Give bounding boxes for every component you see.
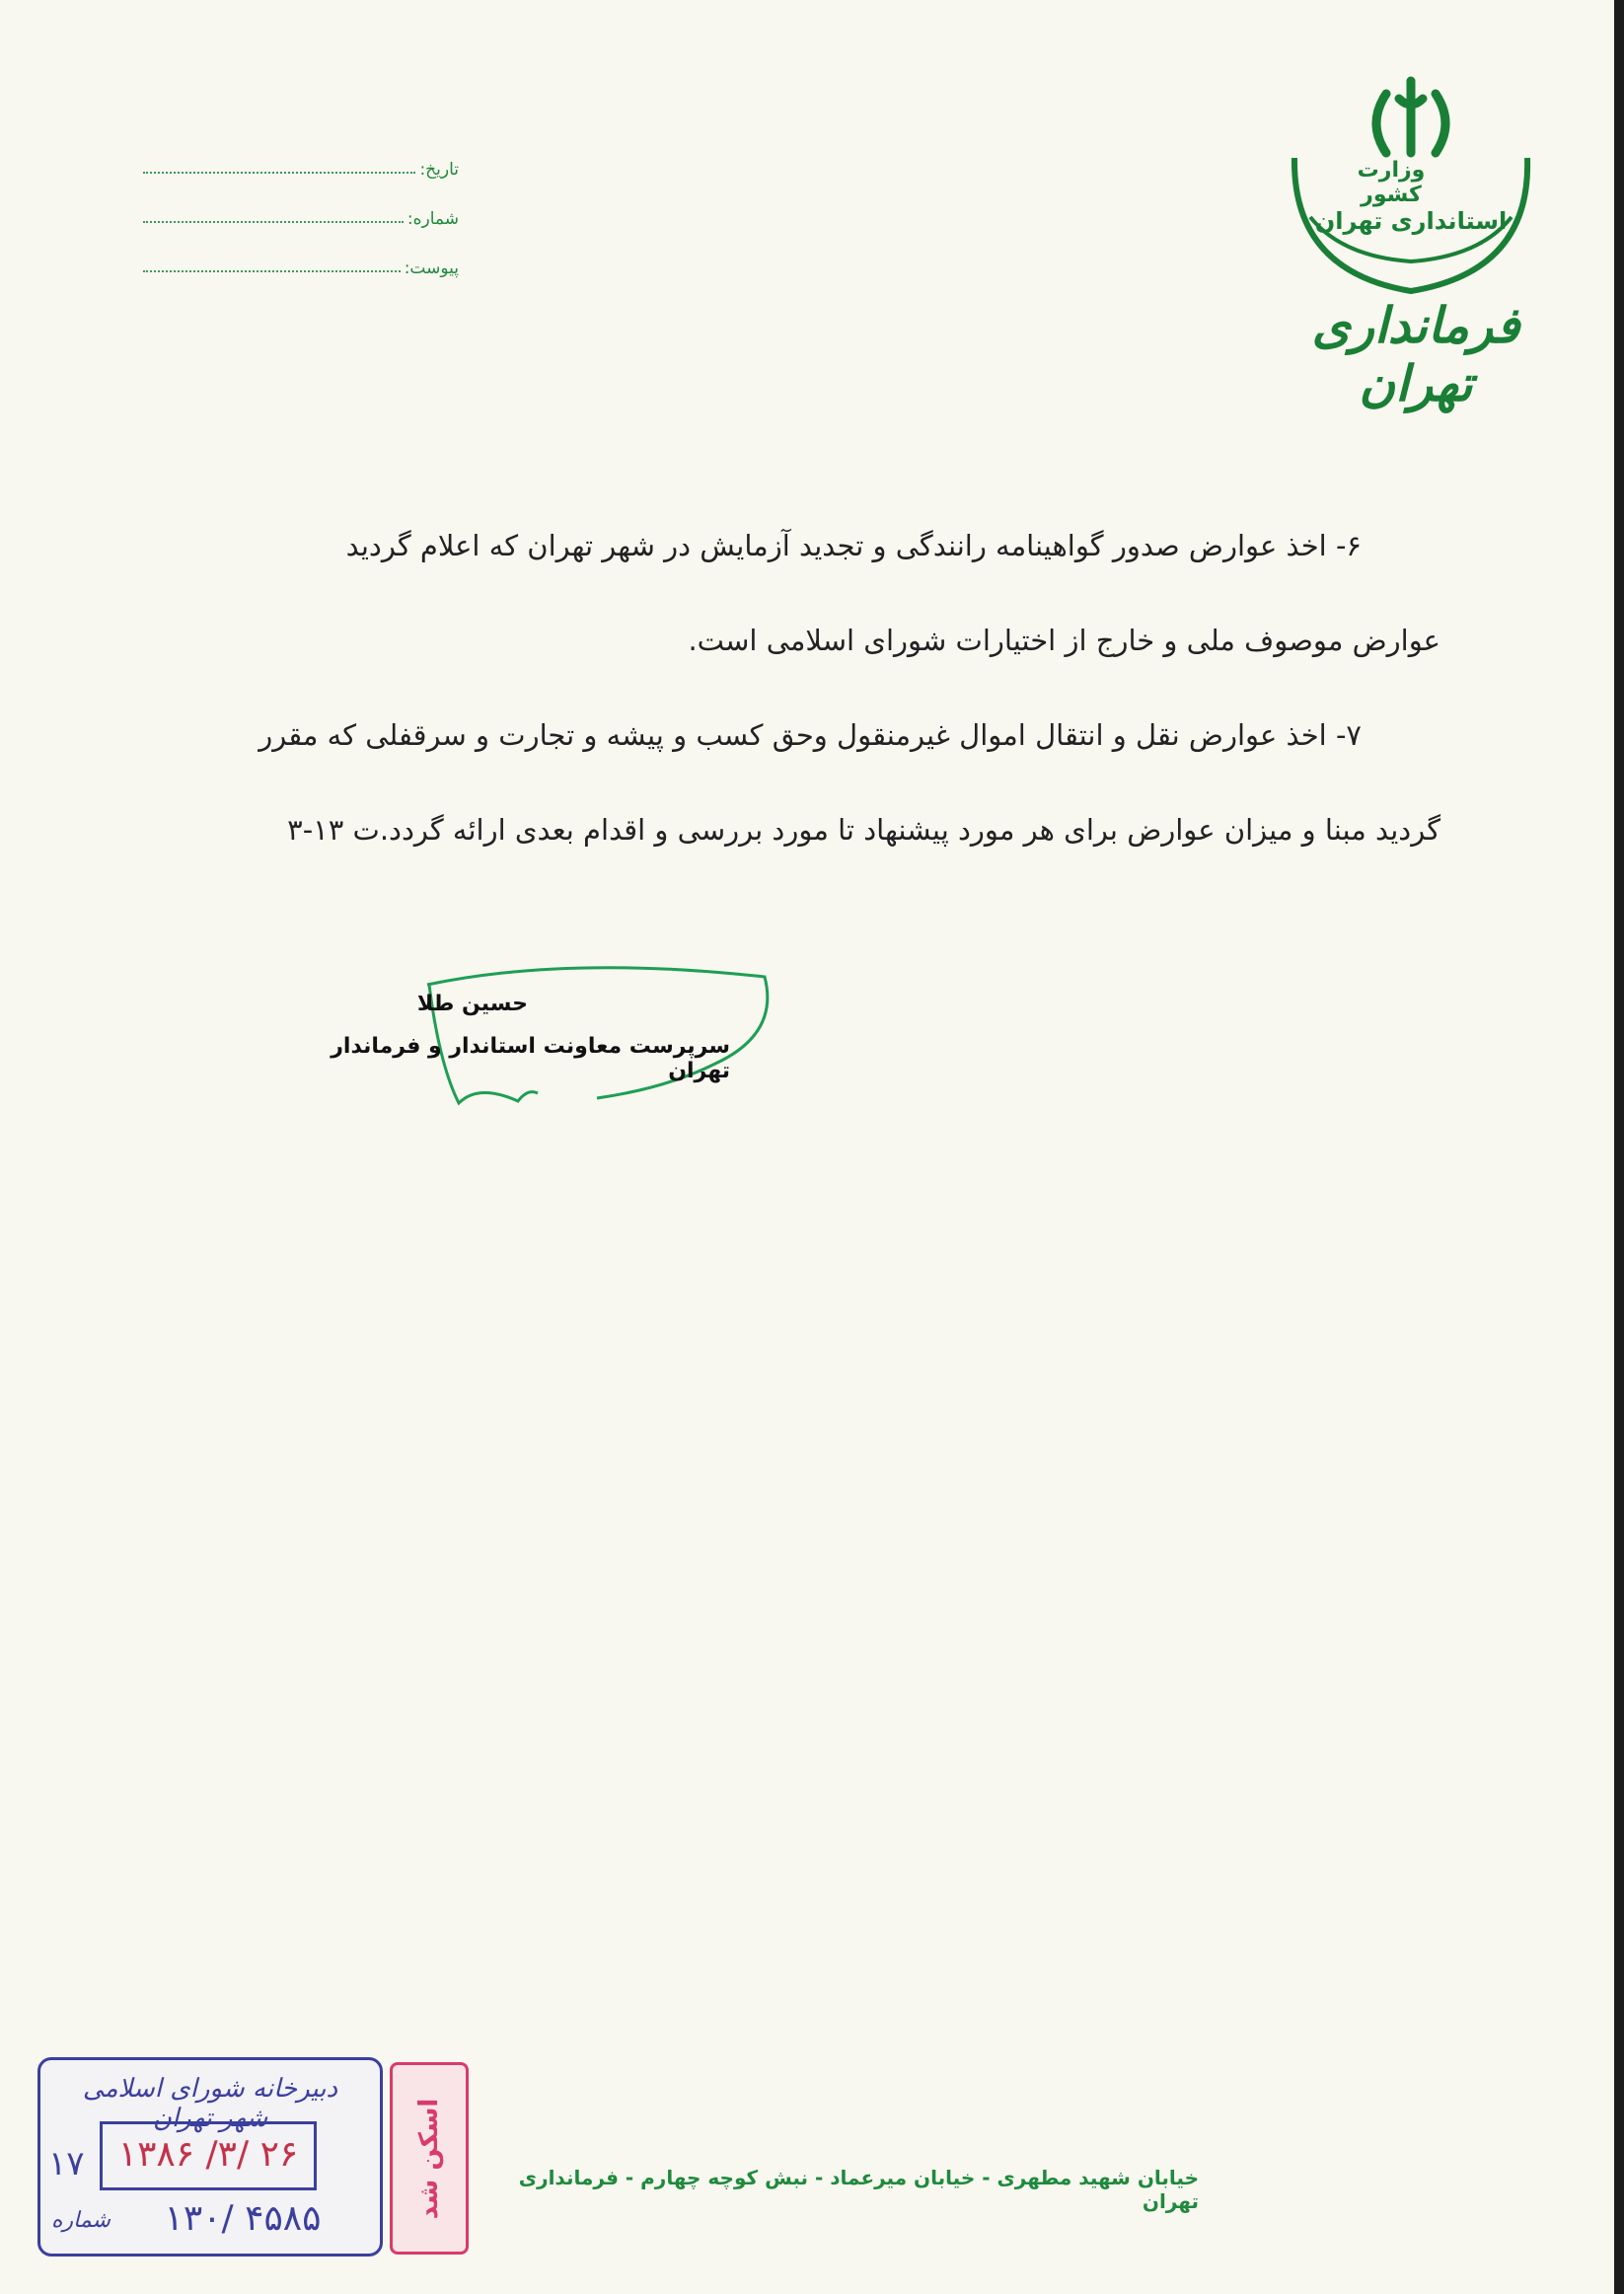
scanned-stamp-text: اسکن شد bbox=[414, 2098, 444, 2219]
stamp-date: ۱۳۸۶ /۳/ ۲۶ bbox=[117, 2134, 299, 2175]
paragraph-7-line-2: گردید مبنا و میزان عوارض برای هر مورد پیشنهاد تا مورد بررسی و اقدام بعدی ارائه گردد.ت ۱۳-۳ bbox=[287, 813, 1440, 847]
office-name: فرمانداری تهران bbox=[1311, 296, 1520, 412]
number-label: شماره: bbox=[406, 209, 459, 229]
date-label: تاریخ: bbox=[419, 160, 459, 180]
attachment-line bbox=[143, 269, 401, 272]
signer-name: حسین طلا bbox=[416, 992, 528, 1016]
stamp-number-label: شماره bbox=[50, 2208, 111, 2233]
footer-address: خیابان شهید مطهری - خیابان میرعماد - نبش کوچه چهارم - فرمانداری تهران bbox=[518, 2166, 1199, 2213]
ministry-label: وزارت کشور bbox=[1357, 158, 1426, 207]
paragraph-6-line-1: ۶- اخذ عوارض صدور گواهینامه رانندگی و تجدید آزمایش در شهر تهران که اعلام گردید bbox=[345, 529, 1362, 562]
scanned-stamp bbox=[390, 2062, 469, 2255]
governorate-label: استانداری تهران bbox=[1314, 207, 1508, 235]
stamp-number: ۱۳۰/ ۴۵۸۵ bbox=[164, 2198, 322, 2239]
date-line bbox=[143, 171, 415, 174]
paragraph-7-line-1: ۷- اخذ عوارض نقل و انتقال اموال غیرمنقول وحق کسب و پیشه و تجارت و سرقفلی که مقرر bbox=[258, 718, 1362, 752]
stamp-date-box bbox=[100, 2121, 317, 2190]
number-line bbox=[143, 220, 404, 223]
date-field bbox=[143, 130, 459, 180]
letter-meta bbox=[143, 130, 459, 278]
signer-title: سرپرست معاونت استاندار و فرماندار تهران bbox=[331, 1034, 730, 1083]
signature-block bbox=[276, 992, 730, 1083]
number-field bbox=[143, 180, 459, 229]
attachment-label: پیوست: bbox=[404, 259, 459, 278]
registry-stamp bbox=[37, 2057, 383, 2257]
stamp-side-mark: ۱۷ bbox=[48, 2144, 85, 2183]
stamp-title: دبیرخانه شورای اسلامی شهر تهران bbox=[82, 2074, 338, 2133]
attachment-field bbox=[143, 229, 459, 278]
paragraph-6-line-2: عوارض موصوف ملی و خارج از اختیارات شورای اسلامی است. bbox=[688, 624, 1440, 657]
letter-body bbox=[192, 498, 1440, 877]
